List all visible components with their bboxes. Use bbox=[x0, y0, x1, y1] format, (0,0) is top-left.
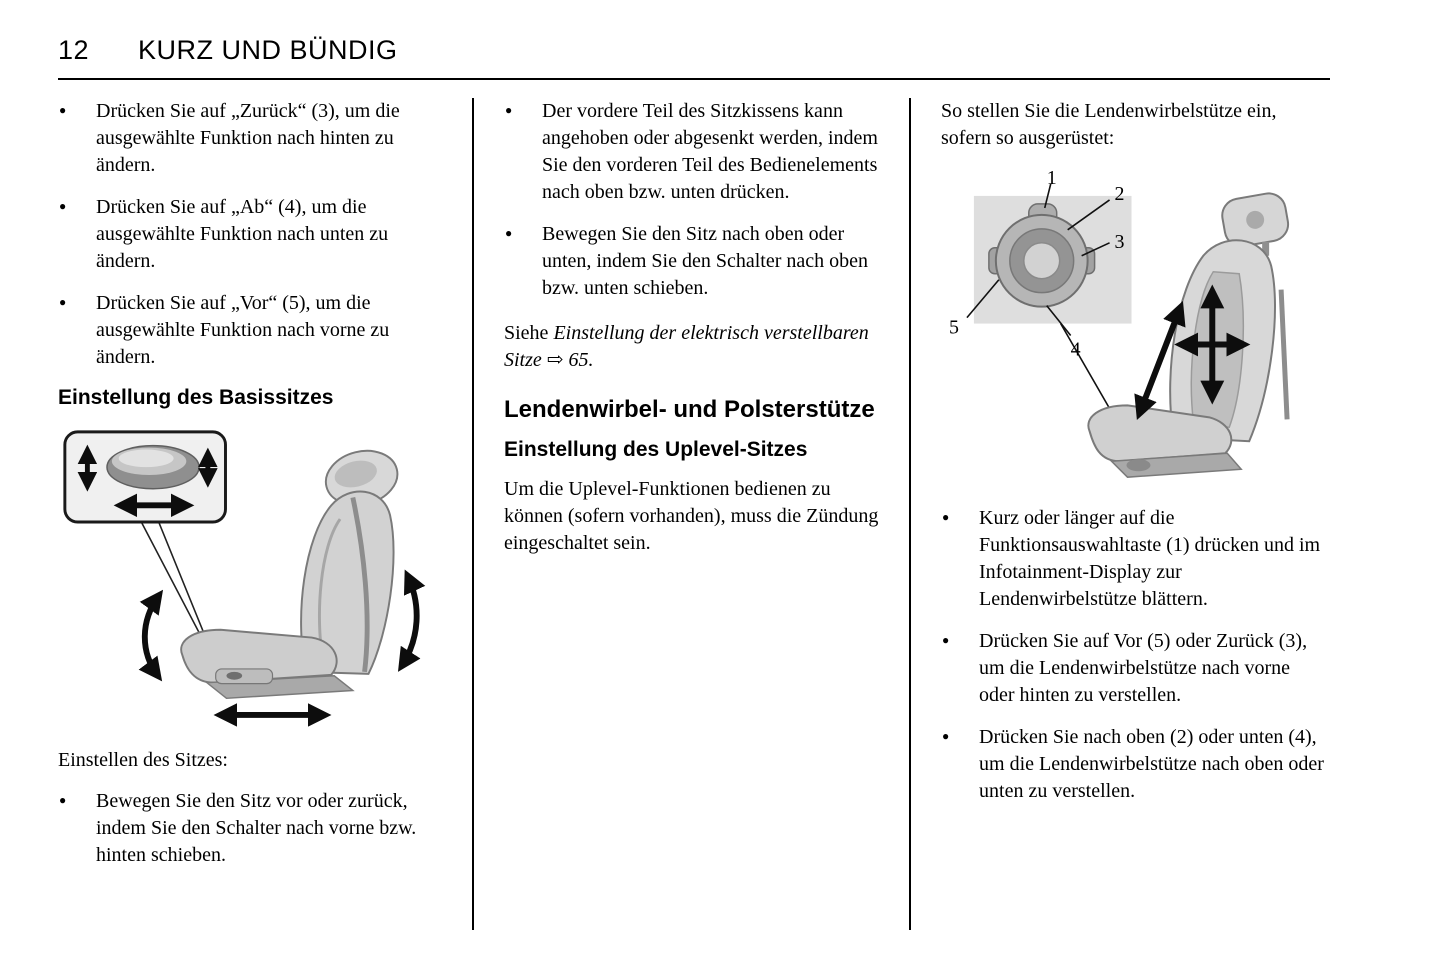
bullet-item: ● Kurz oder länger auf die Funktionsauswahltaste (1) drücken und im Infotainment-Display zur Lendenwirbelstütze blättern. bbox=[941, 505, 1330, 613]
lumbar-figure bbox=[941, 168, 1330, 492]
column-left bbox=[58, 98, 472, 930]
cross-reference-page: ⇨ 65. bbox=[541, 349, 594, 372]
bullet-item: ● Drücken Sie auf „Zurück“ (3), um die ausgewählte Funktion nach hinten zu ändern. bbox=[58, 98, 440, 179]
column-middle bbox=[472, 98, 911, 930]
content-columns bbox=[58, 98, 1330, 930]
heading-uplevel: Einstellung des Uplevel-Sitzes bbox=[504, 438, 808, 462]
bullet-item: ● Bewegen Sie den Sitz vor oder zurück, indem Sie den Schalter nach vorne bzw. hinten schieben. bbox=[58, 788, 440, 869]
lumbar-intro: So stellen Sie die Lendenwirbelstütze ein, sofern so ausgerüstet: bbox=[941, 100, 1277, 150]
bullet-list-seat-move bbox=[58, 788, 440, 869]
column-right bbox=[911, 98, 1330, 930]
lumbar-figure-svg bbox=[941, 168, 1330, 492]
bullet-item: ● Der vordere Teil des Sitzkissens kann angehoben oder abgesenkt werden, indem Sie den vorderen Teil des Bedienelements nach oben bzw. unten drücken. bbox=[504, 98, 879, 206]
uplevel-paragraph: Um die Uplevel-Funktionen bedienen zu können (sofern vorhanden), muss die Zündung eingeschaltet sein. bbox=[504, 478, 879, 555]
seat-caption: Einstellen des Sitzes: bbox=[58, 749, 228, 772]
bullet-item: ● Bewegen Sie den Sitz nach oben oder unten, indem Sie den Schalter nach oben bzw. unten schieben. bbox=[504, 221, 879, 302]
callout-label-5: 5 bbox=[949, 316, 959, 339]
bullet-item: ● Drücken Sie auf „Vor“ (5), um die ausgewählte Funktion nach vorne zu ändern. bbox=[58, 290, 440, 371]
cross-reference bbox=[504, 320, 879, 374]
heading-basissitz: Einstellung des Basissitzes bbox=[58, 386, 334, 410]
basic-seat-figure bbox=[58, 427, 440, 736]
page-title: KURZ UND BÜNDIG bbox=[138, 35, 398, 65]
cross-reference-title: Einstellung der elektrisch verstellbaren Sitze bbox=[504, 322, 869, 372]
heading-lendenwirbel: Lendenwirbel- und Polsterstütze bbox=[504, 396, 875, 424]
callout-label-4: 4 bbox=[1070, 338, 1081, 361]
callout-label-1: 1 bbox=[1046, 168, 1057, 190]
bullet-item: ● Drücken Sie auf „Ab“ (4), um die ausgewählte Funktion nach unten zu ändern. bbox=[58, 194, 440, 275]
bullet-item: ● Drücken Sie nach oben (2) oder unten (4), um die Lendenwirbelstütze nach oben oder unten zu verstellen. bbox=[941, 724, 1330, 805]
cross-reference-prefix: Siehe bbox=[504, 322, 554, 345]
bullet-list-lumbar bbox=[941, 505, 1330, 805]
callout-label-2: 2 bbox=[1114, 183, 1125, 206]
bullet-list-seat-cushion bbox=[504, 98, 879, 302]
bullet-item: ● Drücken Sie auf Vor (5) oder Zurück (3), um die Lendenwirbelstütze nach vorne oder hinten zu verstellen. bbox=[941, 628, 1330, 709]
callout-label-3: 3 bbox=[1114, 231, 1125, 254]
page-number: 12 bbox=[58, 35, 90, 65]
basic-seat-figure-svg bbox=[58, 427, 440, 736]
bullet-list-seat-buttons bbox=[58, 98, 440, 371]
seat-control-inset bbox=[65, 431, 226, 521]
header-rule bbox=[58, 78, 1330, 80]
page-header bbox=[58, 32, 1330, 68]
